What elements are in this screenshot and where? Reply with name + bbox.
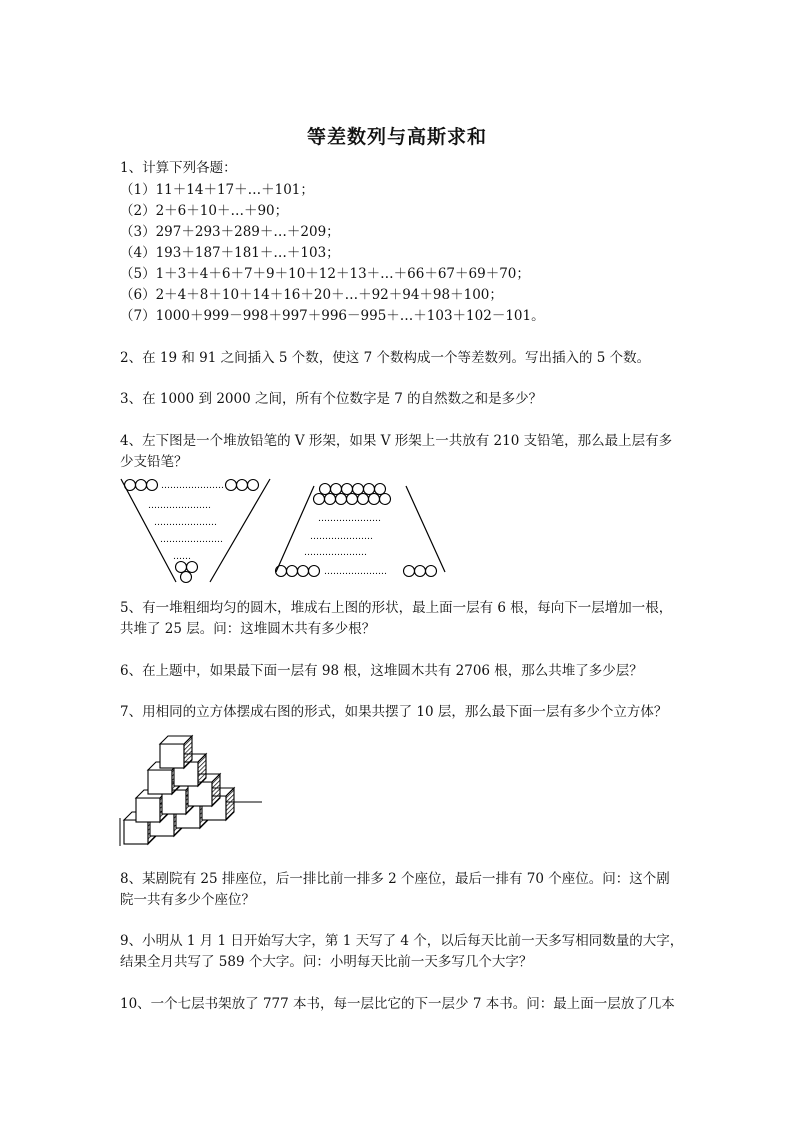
question-6: 6、在上题中，如果最下面一层有 98 根，这堆圆木共有 2706 根，那么共堆了多少层？ bbox=[120, 663, 643, 679]
dots-row: ………………… bbox=[148, 501, 211, 511]
question-2: 2、在 19 和 91 之间插入 5 个数，使这 7 个数构成一个等差数列。写出插入的 5 个数。 bbox=[120, 350, 651, 366]
dots-row: ………………… bbox=[161, 481, 224, 491]
question-3: 3、在 1000 到 2000 之间，所有个位数字是 7 的自然数之和是多少？ bbox=[120, 391, 543, 407]
dots-row: ………………… bbox=[160, 535, 223, 545]
question-10: 10、一个七层书架放了 777 本书，每一层比它的下一层少 7 本书。问：最上面一层放了几本 bbox=[120, 996, 675, 1012]
question-4-line-1: 4、左下图是一个堆放铅笔的 V 形架，如果 V 形架上一共放有 210 支铅笔，那么最上层有多 bbox=[120, 433, 673, 449]
question-5-line-1: 5、有一堆粗细均匀的圆木，堆成右上图的形状，最上面一层有 6 根，每向下一层增加一根， bbox=[120, 600, 673, 616]
question-1-item: （2）2＋6＋10＋…＋90； bbox=[120, 203, 289, 219]
dots-row: ………………… bbox=[324, 567, 387, 577]
v-pencil-rack-figure bbox=[118, 476, 278, 588]
question-9-line-2: 结果全月共写了 589 个大字。问：小明每天比前一天多写几个大字？ bbox=[120, 954, 533, 970]
cube-staircase-figure bbox=[116, 728, 266, 850]
question-8-line-1: 8、某剧院有 25 排座位，后一排比前一排多 2 个座位，最后一排有 70 个座位。问：这个剧 bbox=[120, 871, 670, 887]
question-1-item: （3）297＋293＋289＋…＋209； bbox=[120, 224, 340, 240]
question-1-item: （5）1＋3＋4＋6＋7＋9＋10＋12＋13＋…＋66＋67＋69＋70； bbox=[120, 266, 530, 282]
dots-row: ………………… bbox=[318, 514, 381, 524]
question-5-line-2: 共堆了 25 层。问：这堆圆木共有多少根？ bbox=[120, 621, 376, 637]
question-9-line-1: 9、小明从 1 月 1 日开始写大字，第 1 天写了 4 个，以后每天比前一天多写相同数量的大字， bbox=[120, 933, 684, 949]
question-1-heading: 1、计算下列各题： bbox=[120, 160, 237, 176]
dots-row: ………………… bbox=[310, 532, 373, 542]
dots-row: ………………… bbox=[154, 518, 217, 528]
question-1-item: （4）193＋187＋181＋…＋103； bbox=[120, 245, 340, 261]
question-8-line-2: 院一共有多少个座位？ bbox=[120, 892, 255, 908]
dots-row: …… bbox=[173, 552, 191, 562]
dots-row: ………………… bbox=[304, 548, 367, 558]
question-7: 7、用相同的立方体摆成右图的形式，如果共摆了 10 层，那么最下面一层有多少个立方体？ bbox=[120, 704, 668, 720]
log-pile-figure bbox=[270, 476, 450, 582]
question-1-item: （6）2＋4＋8＋10＋14＋16＋20＋…＋92＋94＋98＋100； bbox=[120, 287, 503, 303]
question-1-item: （7）1000＋999－998＋997＋996－995＋…＋103＋102－101。 bbox=[120, 308, 545, 324]
page-title: 等差数列与高斯求和 bbox=[306, 126, 487, 148]
question-4-line-2: 少支铅笔？ bbox=[120, 454, 188, 470]
question-1-item: （1）11＋14＋17＋…＋101； bbox=[120, 182, 314, 198]
